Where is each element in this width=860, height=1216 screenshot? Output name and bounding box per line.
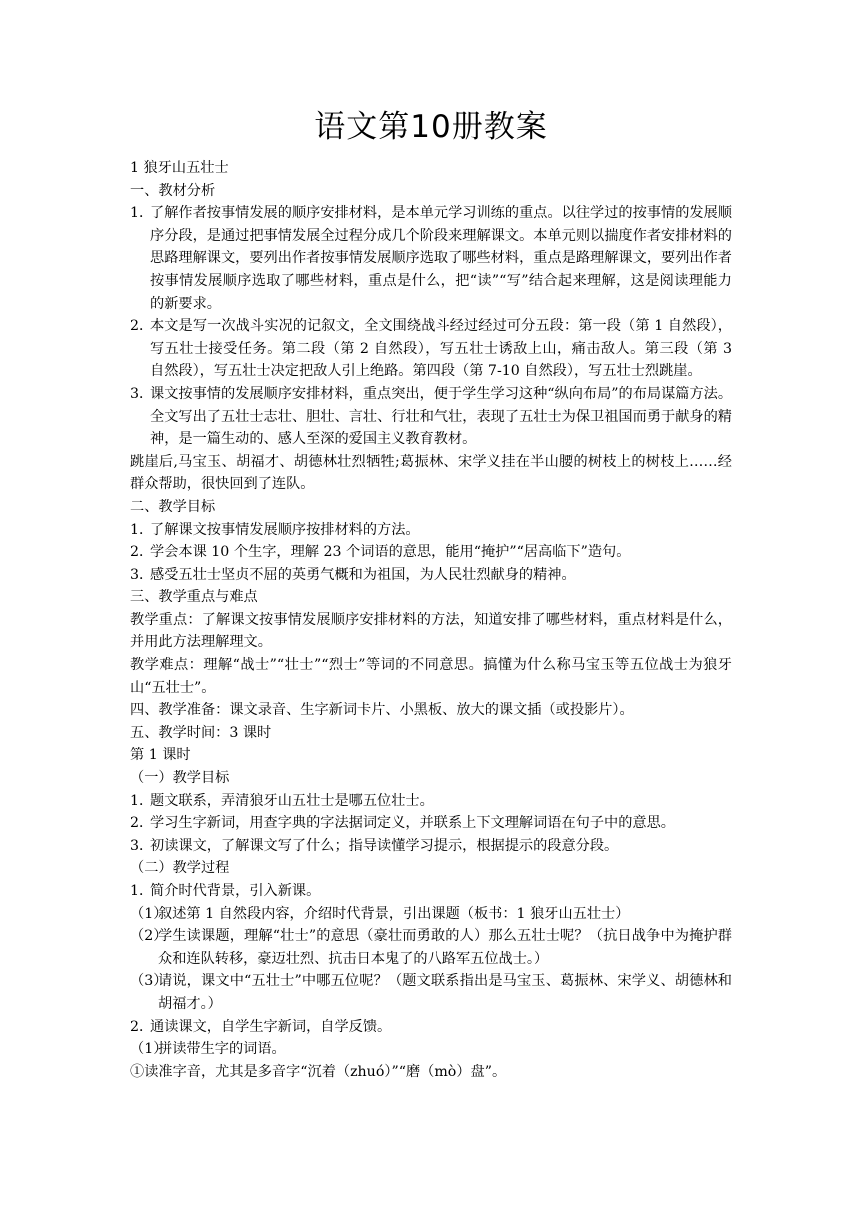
period-heading: 第 1 课时 [130, 747, 191, 764]
list-text: 学会本课 10 个生字，理解 23 个词语的意思，能用“掩护”“居高临下”造句。 [150, 544, 631, 561]
section-heading: 一、教材分析 [130, 182, 216, 199]
sub-list-number: （1） [130, 1041, 168, 1058]
list-number: 1． [130, 521, 154, 538]
lesson-title: 1 狼牙山五壮士 [130, 160, 229, 176]
sub-list-item [130, 925, 732, 970]
list-text: 初读课文，了解课文写了什么；指导读懂学习提示，根据提示的段意分段。 [150, 837, 619, 854]
list-item [130, 519, 732, 542]
sub-list-text: 叙述第 1 自然段内容，介绍时代背景，引出课题（板书：1 狼牙山五壮士） [158, 905, 630, 922]
list-item [130, 835, 732, 858]
list-item [130, 315, 732, 383]
list-text: 通读课文，自学生字新词，自学反馈。 [150, 1018, 392, 1035]
sub-list-item [130, 903, 732, 926]
list-text: 感受五壮士坚贞不屈的英勇气概和为祖国，为人民壮烈献身的精神。 [150, 566, 576, 583]
paragraph: 跳崖后,马宝玉、胡福才、胡德林壮烈牺牲;葛振林、宋学义挂在半山腰的树枝上的树枝上……经群众帮助，很快回到了连队。 [130, 453, 732, 493]
list-item [130, 383, 732, 451]
list-number: 3． [130, 385, 154, 402]
list-number: 2． [130, 318, 154, 335]
section-heading: 二、教学目标 [130, 498, 216, 515]
subsection-heading: （一）教学目标 [130, 770, 230, 787]
list-text: 学习生字新词，用查字典的字法据词定义，并联系上下文理解词语在句子中的意思。 [150, 815, 675, 832]
list-item [130, 790, 732, 813]
list-number: 2． [130, 544, 154, 561]
sub-list-number: （3） [130, 973, 168, 990]
list-number: 2． [130, 1018, 154, 1035]
sub-list-item [130, 970, 732, 1015]
list-number: 3． [130, 566, 154, 583]
sub-list-item [130, 1038, 732, 1061]
section-heading: 五、教学时间：3 课时 [130, 724, 272, 741]
sub-list-text: 学生读课题，理解“壮士”的意思（豪壮而勇敢的人）那么五壮士呢？（抗日战争中为掩护群众和连队转移，豪迈壮烈、抗击日本鬼了的八路军五位战士。） [158, 928, 732, 967]
list-text: 本文是写一次战斗实况的记叙文，全文围绕战斗经过经过可分五段：第一段（第 1 自然段），写五壮士接受任务。第二段（第 2 自然段），写五壮士诱敌上山，痛击敌人。第三段（第 3 自然段），写五壮士决定把敌人引上绝路。第四段（第 7-10 自然段），写五壮士烈跳崖。 [150, 318, 732, 380]
list-text: 题文联系，弄清狼牙山五壮士是哪五位壮士。 [150, 792, 434, 809]
list-item [130, 880, 732, 903]
list-text: 简介时代背景，引入新课。 [150, 883, 321, 899]
list-number: 2． [130, 815, 154, 832]
paragraph: 教学重点：了解课文按事情发展顺序安排材料的方法，知道安排了哪些材料，重点材料是什么，并用此方法理解理文。 [130, 611, 732, 651]
list-number: 1． [130, 792, 154, 809]
list-item [130, 541, 732, 564]
section-heading: 四、教学准备：课文录音、生字新词卡片、小黑板、放大的课文插（或投影片）。 [130, 702, 634, 719]
list-text: 了解作者按事情发展的顺序安排材料，是本单元学习训练的重点。以往学过的按事情的发展顺序分段，是通过把事情发展全过程分成几个阶段来理解课文。本单元则以揣度作者安排材料的思路理解课文，要列出作者按事情发展顺序选取了哪些材料，重点是路理解课文，要列出作者按事情发展顺序选取了哪些材料，重点是什么，把“读”“写”结合起来理解，这是阅读理能力的新要求。 [150, 205, 732, 312]
sub-list-text: 请说，课文中“五壮士”中哪五位呢？（题文联系指出是马宝玉、葛振林、宋学义、胡德林和胡福才。） [158, 973, 732, 1012]
list-item [130, 202, 732, 315]
sub-list-number: （2） [130, 928, 168, 945]
list-number: 1． [130, 883, 154, 899]
list-text: 了解课文按事情发展顺序按排材料的方法。 [150, 521, 420, 538]
sub-list-text: 拼读带生字的词语。 [158, 1041, 286, 1058]
list-number: 3． [130, 837, 154, 854]
list-item [130, 564, 732, 587]
subsection-heading: （二）教学过程 [130, 860, 230, 877]
sub-list-number: （1） [130, 905, 168, 922]
document-title: 语文第10册教案 [314, 109, 548, 145]
paragraph: 教学难点：理解“战士”“壮士”“烈士”等词的不同意思。搞懂为什么称马宝玉等五位战士为狼牙山“五壮士”。 [130, 657, 732, 696]
list-number: 1． [130, 205, 154, 222]
paragraph: ①读准字音，尤其是多音字“沉着（zhuó）”“磨（mò）盘”。 [130, 1063, 507, 1080]
list-item [130, 812, 732, 835]
section-heading: 三、教学重点与难点 [130, 589, 258, 606]
list-item [130, 1016, 732, 1039]
document-body [130, 157, 732, 1083]
document-page [130, 0, 732, 1083]
list-text: 课文按事情的发展顺序安排材料，重点突出，便于学生学习这种“纵向布局”的布局谋篇方法。全文写出了五壮士志壮、胆壮、言壮、行壮和气壮，表现了五壮士为保卫祖国而勇于献身的精神，是一篇生动的、感人至深的爱国主义教育教材。 [150, 385, 733, 448]
